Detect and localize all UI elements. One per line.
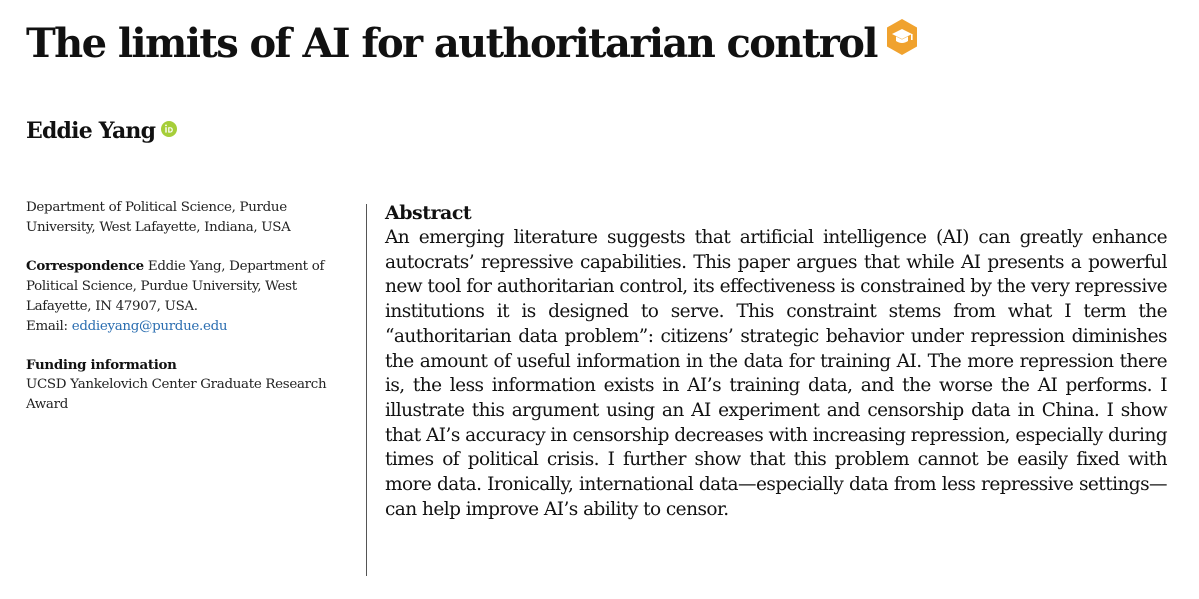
email-label: Email: — [26, 319, 68, 334]
correspondence-label: Correspondence — [26, 258, 144, 274]
abstract-body: An emerging literature suggests that artificial intelligence (AI) can greatly enhance autocrats’ repressive capabilities. This paper argues that while AI presents a powerful new tool for authoritarian control, its effectiveness is constrained by the very repressive institutions it is designed to serve. This constraint stems from what I term the “authoritarian data problem”: citizens’ strategic behavior under repression diminishes the amount of useful information in the data for training AI. The more repression there is, the less information exists in AI’s training data, and the worse the AI performs. I illustrate this argument using an AI experiment and censorship data in China. I show that AI’s accuracy in censorship decreases with increasing repression, especially during times of political crisis. I further show that this problem cannot be easily fixed with more data. Ironically, international data—especially data from less repressive settings—can help improve AI’s ability to censor. — [385, 227, 1167, 520]
funding-text: UCSD Yankelovich Center Graduate Research Award — [26, 377, 327, 412]
funding-block — [26, 355, 356, 415]
email-link[interactable]: eddieyang@purdue.edu — [71, 319, 228, 334]
paper-title: The limits of AI for authoritarian control — [26, 20, 877, 67]
abstract-heading: Abstract — [385, 202, 472, 224]
correspondence-text: Eddie Yang, Department of Political Science, Purdue University, West Lafayette, IN 47907, USA. — [26, 259, 325, 314]
affiliation: Department of Political Science, Purdue University, West Lafayette, Indiana, USA — [26, 200, 291, 235]
author-info-column — [26, 198, 356, 433]
orcid-icon[interactable] — [161, 121, 177, 137]
author-name[interactable]: Eddie Yang — [26, 118, 156, 144]
open-access-badge-icon[interactable] — [885, 18, 919, 56]
title-row — [26, 16, 919, 72]
column-divider — [366, 204, 367, 576]
funding-label: Funding information — [26, 357, 177, 373]
correspondence-block — [26, 256, 356, 337]
abstract-section — [385, 200, 1167, 522]
author-row — [26, 114, 177, 148]
